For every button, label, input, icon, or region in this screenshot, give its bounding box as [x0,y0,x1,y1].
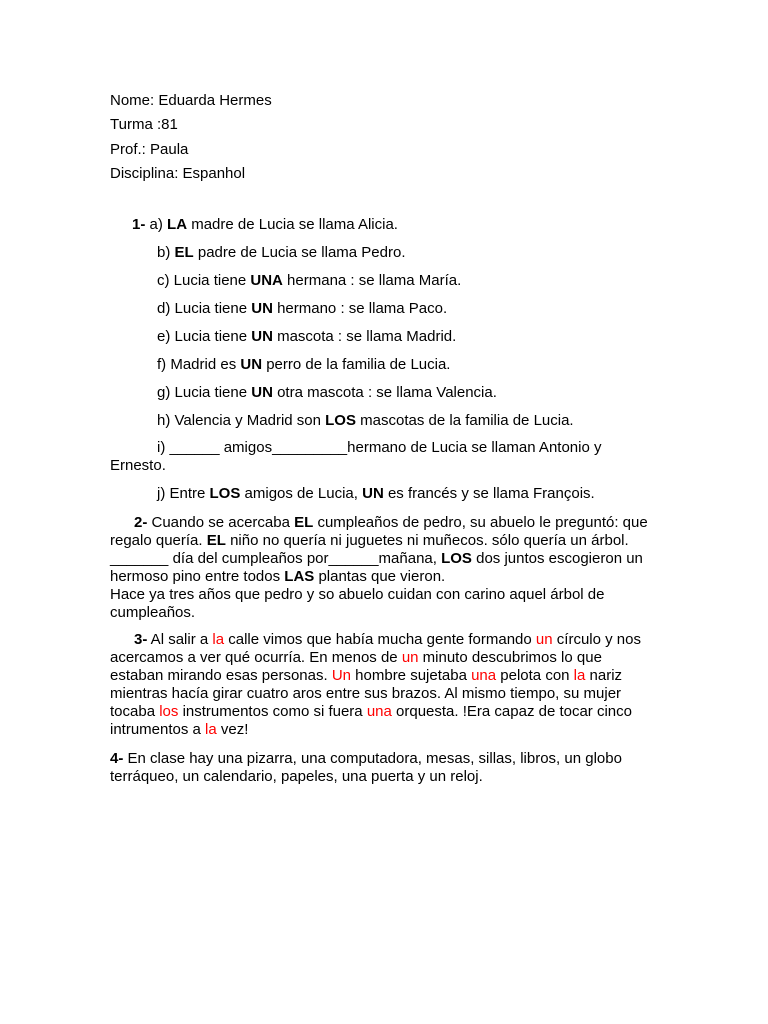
exercise-1-item-i: i) ______ amigos_________hermano de Lucia se llaman Antonio y [157,439,602,456]
student-name: Nome: Eduarda Hermes [110,92,272,109]
exercise-1-item-a: 1- a) LA madre de Lucia se llama Alicia. [132,216,398,233]
exercise-3-paragraph: 3- Al salir a la calle vimos que había mucha gente formando un círculo y nos acercamos a ver qué ocurría. En menos de un minuto descubrimos lo que estaban mirando esas personas. Un hombre sujetaba una pelota con la nariz mientras hacía girar cuatro aros entre sus brazos. Al mismo tiempo, su mujer tocaba los instrumentos como si fuera una orquesta. !Era capaz de tocar cinco intrumentos a la vez! [110,631,641,738]
subject: Disciplina: Espanhol [110,165,246,182]
exercise-3-number: 3- [134,631,148,648]
exercise-4-number: 4- [110,750,124,767]
exercise-1-item-f: f) Madrid es UN perro de la familia de Lucia. [157,356,451,373]
exercise-2-number: 2- [134,514,148,531]
exercise-1-item-e: e) Lucia tiene UN mascota : se llama Madrid. [157,328,457,345]
class-number: Turma :81 [110,116,178,133]
exercise-1-item-i-continued: Ernesto. [110,457,166,474]
exercise-1-item-g: g) Lucia tiene UN otra mascota : se llama Valencia. [157,384,497,401]
exercise-1-item-b: b) EL padre de Lucia se llama Pedro. [157,244,406,261]
teacher-name: Prof.: Paula [110,141,189,158]
exercise-1-item-h: h) Valencia y Madrid son LOS mascotas de la familia de Lucia. [157,412,574,429]
exercise-1-number: 1- [132,216,146,233]
exercise-1-item-j: j) Entre LOS amigos de Lucia, UN es francés y se llama François. [157,485,595,502]
exercise-2-paragraph: 2- Cuando se acercaba EL cumpleaños de pedro, su abuelo le preguntó: que regalo quería. EL niño no quería ni juguetes ni muñecos. sólo quería un árbol. _______ día del cumpleaños por______mañana, LOS dos juntos escogieron un hermoso pino entre todos LAS plantas que vieron. Hace ya tres años que pedro y so abuelo cuidan con carino aquel árbol de cumpleaños. [110,514,648,621]
exercise-4-paragraph: 4- En clase hay una pizarra, una computadora, mesas, sillas, libros, un globo terráqueo, un calendario, papeles, una puerta y un reloj. [110,750,622,785]
exercise-1-item-d: d) Lucia tiene UN hermano : se llama Paco. [157,300,448,317]
exercise-1-item-c: c) Lucia tiene UNA hermana : se llama María. [157,272,462,289]
